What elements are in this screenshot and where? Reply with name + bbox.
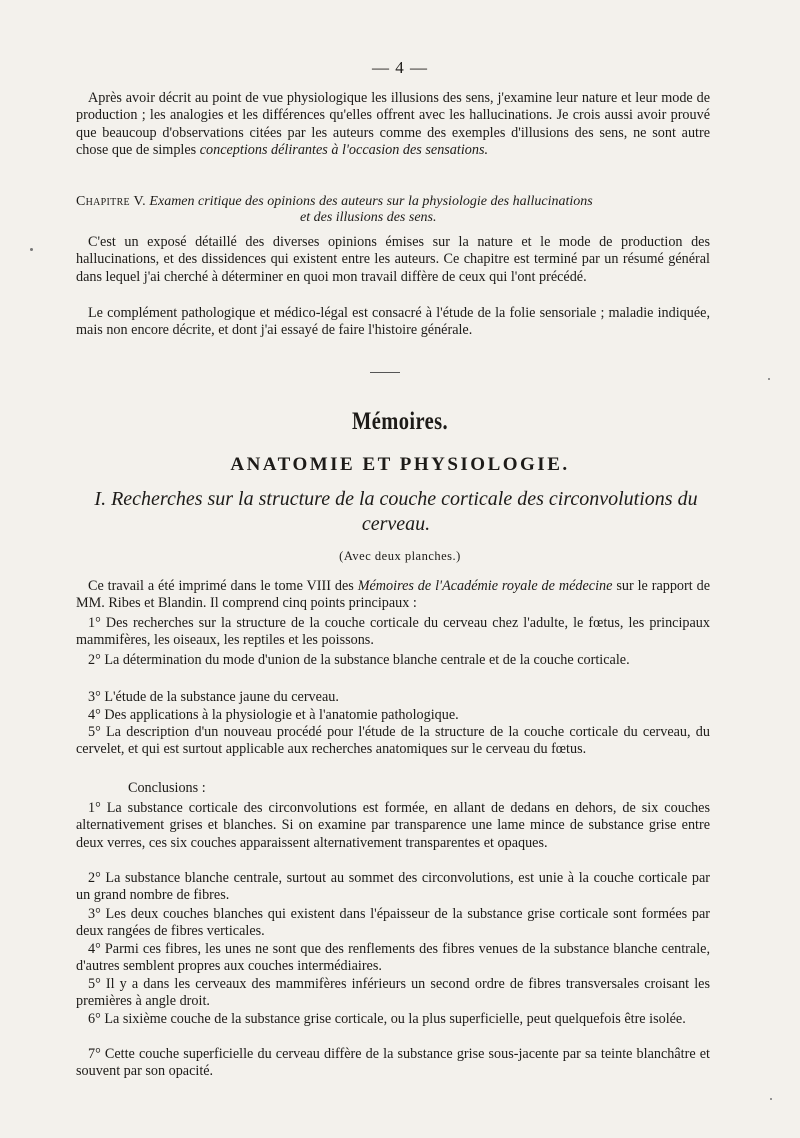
intro-paragraph <box>76 90 710 160</box>
conclusion-3: 3° Les deux couches blanches qui existent dans l'épaisseur de la substance grise corticale sont formées par deux rangées de fibres verticales. <box>76 906 710 940</box>
conclusion-5: 5° Il y a dans les cerveaux des mammifères inférieurs un second ordre de fibres transversales croisant les premières à angle droit. <box>76 976 710 1010</box>
point-1: 1° Des recherches sur la structure de la couche corticale du cerveau chez l'adulte, le fœtus, les principaux mammifères, les oiseaux, les reptiles et les poissons. <box>76 615 710 649</box>
complement-paragraph: Le complément pathologique et médico-légal est consacré à l'étude de la folie sensoriale ; maladie indiquée, mais non encore décrite, et dont j'ai essayé de faire l'histoire générale. <box>76 305 710 339</box>
conclusion-2: 2° La substance blanche centrale, surtout au sommet des circonvolutions, est unie à la couche corticale par un grand nombre de fibres. <box>76 870 710 904</box>
chapter-5-heading <box>76 193 710 210</box>
anatomie-heading: ANATOMIE ET PHYSIOLOGIE. <box>230 454 570 475</box>
conclusion-6: 6° La sixième couche de la substance grise corticale, ou la plus superficielle, peut quelquefois être isolée. <box>88 1011 686 1027</box>
chapter-title-line2: et des illusions des sens. <box>300 210 437 225</box>
memoires-heading: Mémoires. <box>351 408 449 435</box>
conclusion-1: 1° La substance corticale des circonvolutions est formée, en allant de dedans en dehors, de six couches alternativement grises et blanches. Si on examine par transparence une lame mince de substance grise entre deux verres, ces six couches apparaissent alternativement transparentes et opaques. <box>76 800 710 851</box>
travail-text-after: sur le rapport de MM. Ribes et Blandin. Il comprend cinq points principaux : <box>76 578 710 612</box>
travail-italic: Mémoires de l'Académie royale de médecine <box>357 578 613 594</box>
intro-text: Après avoir décrit au point de vue physiologique les illusions des sens, j'examine leur nature et leur mode de production ; les analogies et les différences qu'elles offrent avec les hallucinations. Je crois aussi avoir prouvé que beaucoup d'observations citées par les auteurs comme des exemples d'illusions des sens, ne sont autre chose que de simples <box>76 90 710 159</box>
point-2: 2° La détermination du mode d'union de la substance blanche centrale et de la couche corticale. <box>88 652 630 668</box>
scan-speck <box>770 1098 772 1100</box>
conclusion-7: 7° Cette couche superficielle du cerveau diffère de la substance grise sous-jacente par sa teinte blanchâtre et souvent par son opacité. <box>76 1046 710 1080</box>
scan-speck <box>30 248 33 251</box>
scan-speck <box>768 378 770 380</box>
travail-text: Ce travail a été imprimé dans le tome VIII des <box>88 578 358 594</box>
point-4: 4° Des applications à la physiologie et à l'anatomie pathologique. <box>88 707 459 723</box>
chapter-label: Chapitre V. <box>76 194 146 209</box>
point-3: 3° L'étude de la substance jaune du cerveau. <box>88 689 339 705</box>
intro-italic: conceptions délirantes à l'occasion des sensations. <box>199 142 489 159</box>
conclusions-label: Conclusions : <box>128 780 206 796</box>
conclusion-4: 4° Parmi ces fibres, les unes ne sont que des renflements des fibres venues de la substance blanche centrale, d'autres semblent propres aux couches intermédiaires. <box>76 941 710 975</box>
section-divider <box>370 372 400 373</box>
chapter-title-line1: Examen critique des opinions des auteurs sur la physiologie des hallucinations <box>149 194 593 209</box>
recherches-title: I. Recherches sur la structure de la couche corticale des circonvolutions du cerveau. <box>94 488 698 535</box>
travail-paragraph <box>76 578 710 613</box>
page-number: — 4 — <box>372 58 428 77</box>
expose-paragraph: C'est un exposé détaillé des diverses opinions émises sur la nature et le mode de production des hallucinations, et des dissidences qui existent entre les auteurs. Ce chapitre est terminé par un résumé général dans lequel j'ai cherché à déterminer en quoi mon travail diffère de ceux qui l'ont précédé. <box>76 234 710 285</box>
avec-planches: (Avec deux planches.) <box>339 549 461 563</box>
point-5: 5° La description d'un nouveau procédé pour l'étude de la structure de la couche corticale du cerveau, du cervelet, et qui est surtout applicable aux recherches anatomiques sur le cerveau du fœtus. <box>76 724 710 758</box>
